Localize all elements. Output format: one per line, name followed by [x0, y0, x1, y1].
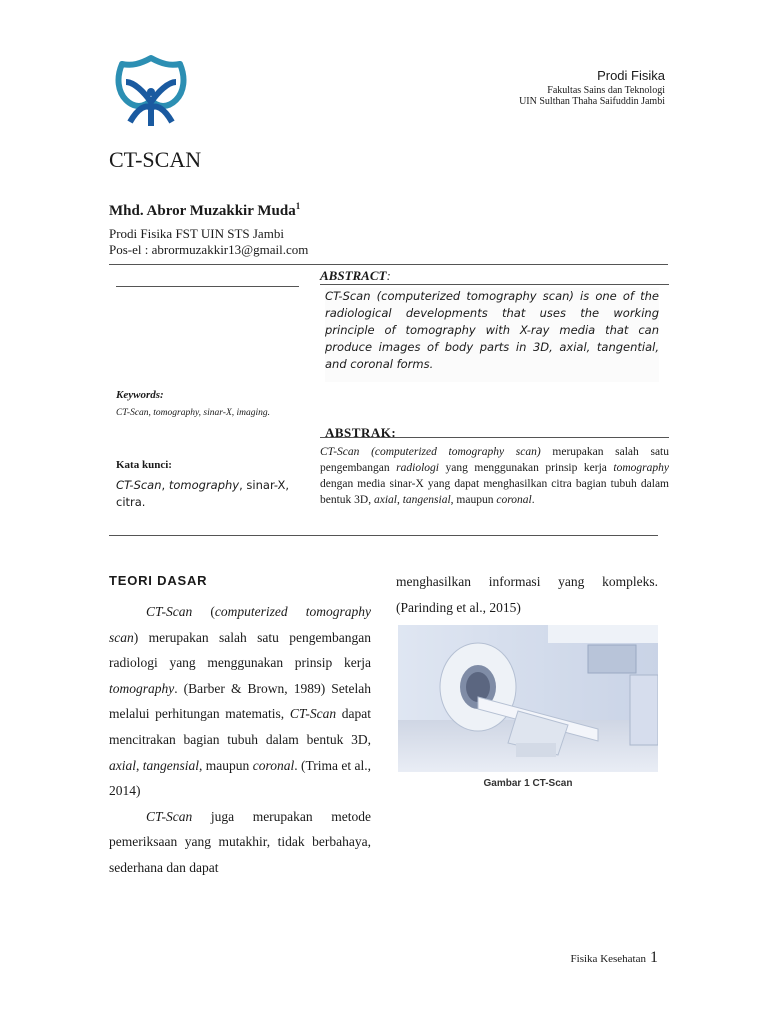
kata-kunci-text — [116, 477, 296, 511]
paragraph-1 — [109, 599, 371, 804]
abstract-heading-colon: : — [386, 268, 391, 283]
p-seg: axial — [109, 757, 136, 773]
p-seg: computerized tomography scan — [109, 604, 372, 645]
p-seg: tomography — [109, 680, 175, 696]
faculty-name: Fakultas Sains dan Teknologi — [547, 85, 665, 96]
kk-seg: CT-Scan — [116, 478, 162, 492]
page-number: 1 — [650, 949, 658, 966]
p-seg: tangensial — [142, 757, 200, 773]
kata-kunci-label: Kata kunci: — [116, 459, 172, 471]
abstrak-seg: tomography — [613, 462, 669, 474]
kk-seg: , sinar-X, citra. — [116, 478, 290, 509]
abstrak-seg: yang menggunakan prinsip kerja — [438, 462, 614, 474]
divider-bottom — [109, 535, 658, 536]
ct-scan-photo — [398, 625, 658, 772]
divider-top — [109, 264, 668, 265]
divider-abstract — [320, 284, 669, 285]
p-seg: . (Trima et al., 2014) — [109, 757, 372, 799]
abstrak-seg: coronal — [496, 494, 532, 506]
p-seg: ( — [192, 604, 215, 619]
abstract-text: CT-Scan (computerized tomography scan) is one of the radiological developments that uses the working principle of tomography with X-ray media that can produce images of body parts in 3D, axial, tangential, and coronal forms. — [325, 288, 659, 382]
p-seg: ) merupakan salah satu pengembangan radiologi yang menggunakan prinsip kerja — [109, 629, 371, 671]
abstrak-seg: . — [531, 494, 535, 506]
p-seg: CT-Scan — [146, 604, 193, 619]
author-text: Mhd. Abror Muzakkir Muda — [109, 203, 296, 219]
abstrak-heading: ABSTRAK: — [325, 425, 397, 440]
p-seg: , maupun — [199, 757, 253, 773]
institution-name: Prodi Fisika — [597, 68, 665, 83]
abstrak-seg: , — [396, 494, 403, 506]
abstrak-seg: merupakan salah satu pengembangan — [320, 446, 669, 474]
abstract-heading — [320, 268, 391, 284]
kk-seg: , — [161, 478, 169, 492]
keywords-text: CT-Scan, tomography, sinar-X, imaging. — [116, 408, 271, 418]
abstrak-seg: axial — [373, 494, 397, 506]
p-seg: CT-Scan — [146, 808, 193, 824]
figure-caption: Gambar 1 CT-Scan — [483, 778, 573, 789]
abstrak-seg: CT-Scan (computerized tomography scan) — [320, 446, 541, 458]
university-logo — [110, 52, 192, 130]
footer-label: Fisika Kesehatan — [570, 953, 646, 965]
affiliation-text: Prodi Fisika FST UIN STS Jambi — [109, 226, 284, 241]
p-seg: juga merupakan metode pemeriksaan yang mutakhir, tidak berbahaya, sederhana dan dapat — [109, 808, 371, 875]
university-name: UIN Sulthan Thaha Saifuddin Jambi — [519, 96, 665, 107]
p-seg: . (Barber & Brown, 1989) Setelah melalui perhitungan matematis, — [109, 680, 371, 722]
abstract-heading-text: ABSTRACT — [320, 268, 387, 283]
abstrak-seg: dengan media sinar-X yang dapat menghasilkan citra bagian tubuh dalam bentuk 3D, — [320, 478, 669, 506]
abstrak-text — [320, 444, 669, 508]
abstrak-seg: , maupun — [450, 494, 497, 506]
p-seg: CT-Scan — [289, 706, 337, 722]
p-seg: , — [136, 757, 143, 773]
page-footer — [571, 949, 658, 967]
abstrak-seg: radiologi — [396, 462, 439, 474]
paper-title: CT-SCAN — [109, 147, 202, 172]
body-column-left — [109, 599, 371, 881]
author-name — [109, 201, 300, 220]
body-column-right: menghasilkan informasi yang kompleks. (Parinding et al., 2015) — [396, 574, 658, 615]
section-heading: TEORI DASAR — [109, 573, 208, 588]
kk-seg: tomography — [168, 478, 240, 492]
p-seg: dapat mencitrakan bagian tubuh dalam bentuk 3D, — [109, 706, 371, 747]
paragraph-2 — [109, 804, 371, 881]
abstrak-seg: tangensial — [402, 494, 451, 506]
author-sup: 1 — [295, 201, 301, 211]
p-seg: coronal — [252, 757, 295, 773]
divider-left — [116, 286, 299, 287]
affiliation — [109, 226, 308, 258]
keywords-label: Keywords: — [116, 389, 164, 401]
email-text: Pos-el : abrormuzakkir13@gmail.com — [109, 242, 309, 257]
